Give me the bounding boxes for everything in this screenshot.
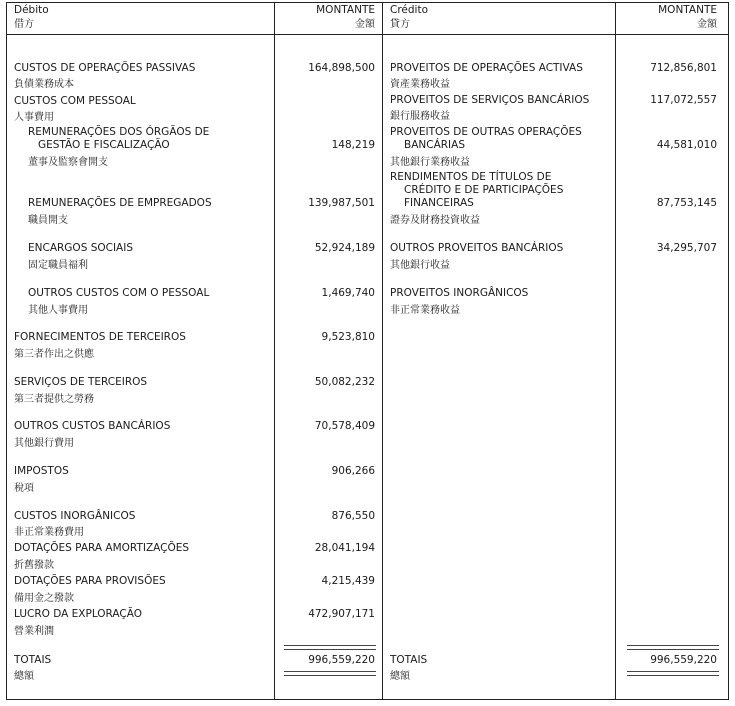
column-divider <box>615 2 616 699</box>
column-divider <box>382 2 383 699</box>
debit-row-label: REMUNERAÇÕES DE EMPREGADOS <box>28 197 212 209</box>
credit-header-pt: Crédito <box>390 4 429 16</box>
debit-row-amount: 876,550 <box>331 510 375 522</box>
debit-row-label-zh: 其他人事費用 <box>28 305 88 316</box>
credit-row-amount: 44,581,010 <box>656 139 717 151</box>
debit-row-label-zh: 折舊撥款 <box>14 560 54 571</box>
debit-row-amount: 52,924,189 <box>314 242 375 254</box>
debit-row-label: CUSTOS COM PESSOAL <box>14 95 136 107</box>
debit-row-label: CUSTOS INORGÂNICOS <box>14 510 136 522</box>
debit-row-label-zh: 營業利潤 <box>14 626 54 637</box>
debit-row-amount: 4,215,439 <box>321 575 375 587</box>
credit-amount-header-zh: 金額 <box>697 19 717 30</box>
debit-header-zh: 借方 <box>14 19 34 30</box>
debit-row-label: OUTROS CUSTOS COM O PESSOAL <box>28 287 210 299</box>
debit-amount-header: MONTANTE <box>316 4 375 16</box>
debit-header-pt: Débito <box>14 4 49 16</box>
debit-row-amount: 28,041,194 <box>314 542 375 554</box>
credit-row-label-zh: 銀行服務收益 <box>390 111 450 122</box>
header-divider <box>6 34 728 35</box>
credit-total-amount: 996,559,220 <box>650 654 717 666</box>
debit-row-amount: 164,898,500 <box>308 62 375 74</box>
column-divider <box>274 2 275 699</box>
debit-row-label-zh: 稅項 <box>14 483 34 494</box>
debit-row-amount: 148,219 <box>331 139 375 151</box>
credit-row-amount: 117,072,557 <box>650 94 717 106</box>
debit-row-label: ENCARGOS SOCIAIS <box>28 242 134 254</box>
debit-row-amount: 472,907,171 <box>308 608 375 620</box>
debit-total-label-zh: 總額 <box>14 671 34 682</box>
credit-row-label: PROVEITOS DE OPERAÇÕES ACTIVAS <box>390 62 583 74</box>
debit-row-label-zh: 固定職員福利 <box>28 260 88 271</box>
credit-header-zh: 貸方 <box>390 19 410 30</box>
credit-row-label-zh: 非正常業務收益 <box>390 305 460 316</box>
credit-row-label-zh: 證券及財務投資收益 <box>390 215 480 226</box>
debit-total-rule <box>284 645 376 650</box>
debit-row-label-cont: GESTÃO E FISCALIZAÇÃO <box>38 139 170 151</box>
debit-row-label: DOTAÇÕES PARA AMORTIZAÇÕES <box>14 542 190 554</box>
debit-row-label-zh: 備用金之撥款 <box>14 593 74 604</box>
credit-row-label: OUTROS PROVEITOS BANCÁRIOS <box>390 242 564 254</box>
credit-row-label-zh: 資產業務收益 <box>390 79 450 90</box>
debit-row-label: LUCRO DA EXPLORAÇÃO <box>14 608 143 620</box>
credit-row-amount: 712,856,801 <box>650 62 717 74</box>
credit-amount-header: MONTANTE <box>658 4 717 16</box>
debit-row-label: FORNECIMENTOS DE TERCEIROS <box>14 331 186 343</box>
credit-total-label: TOTAIS <box>390 654 428 666</box>
credit-row-label-cont: CRÉDITO E DE PARTICIPAÇÕES <box>404 184 564 196</box>
debit-row-amount: 1,469,740 <box>321 287 375 299</box>
debit-row-label: DOTAÇÕES PARA PROVISÕES <box>14 575 166 587</box>
debit-row-label: IMPOSTOS <box>14 465 69 477</box>
credit-row-label: RENDIMENTOS DE TÍTULOS DE <box>390 171 552 183</box>
debit-amount-header-zh: 金額 <box>355 19 375 30</box>
debit-row-label-zh: 第三者提供之勞務 <box>14 394 94 405</box>
debit-row-label-zh: 人事費用 <box>14 112 54 123</box>
credit-total-label-zh: 總額 <box>390 671 410 682</box>
debit-total-amount: 996,559,220 <box>308 654 375 666</box>
credit-row-amount: 87,753,145 <box>656 197 717 209</box>
credit-row-label-zh: 其他銀行業務收益 <box>390 157 470 168</box>
debit-row-label-zh: 第三者作出之供應 <box>14 349 94 360</box>
debit-row-label: CUSTOS DE OPERAÇÕES PASSIVAS <box>14 62 196 74</box>
debit-row-amount: 50,082,232 <box>314 376 375 388</box>
credit-row-label-zh: 其他銀行收益 <box>390 260 450 271</box>
debit-row-label-zh: 負債業務成本 <box>14 79 74 90</box>
credit-total-rule <box>627 645 719 650</box>
debit-row-label-zh: 其他銀行費用 <box>14 438 74 449</box>
credit-row-label: PROVEITOS DE OUTRAS OPERAÇÕES <box>390 126 582 138</box>
debit-row-label: SERVIÇOS DE TERCEIROS <box>14 376 148 388</box>
credit-row-amount: 34,295,707 <box>656 242 717 254</box>
credit-row-label-cont: BANCÁRIAS <box>404 139 465 151</box>
debit-row-amount: 9,523,810 <box>321 331 375 343</box>
debit-row-label-zh: 職員開支 <box>28 215 68 226</box>
debit-row-label: REMUNERAÇÕES DOS ÓRGÃOS DE <box>28 126 210 138</box>
debit-row-amount: 906,266 <box>331 465 375 477</box>
debit-row-label-zh: 董事及監察會開支 <box>28 157 108 168</box>
debit-total-label: TOTAIS <box>14 654 52 666</box>
credit-row-label: PROVEITOS INORGÂNICOS <box>390 287 529 299</box>
credit-row-label-cont: FINANCEIRAS <box>404 197 474 209</box>
debit-row-label-zh: 非正常業務費用 <box>14 527 84 538</box>
debit-row-amount: 70,578,409 <box>314 420 375 432</box>
debit-row-amount: 139,987,501 <box>308 197 375 209</box>
debit-total-underline <box>284 671 376 676</box>
debit-row-label: OUTROS CUSTOS BANCÁRIOS <box>14 420 171 432</box>
credit-row-label: PROVEITOS DE SERVIÇOS BANCÁRIOS <box>390 94 590 106</box>
credit-total-underline <box>627 671 719 676</box>
